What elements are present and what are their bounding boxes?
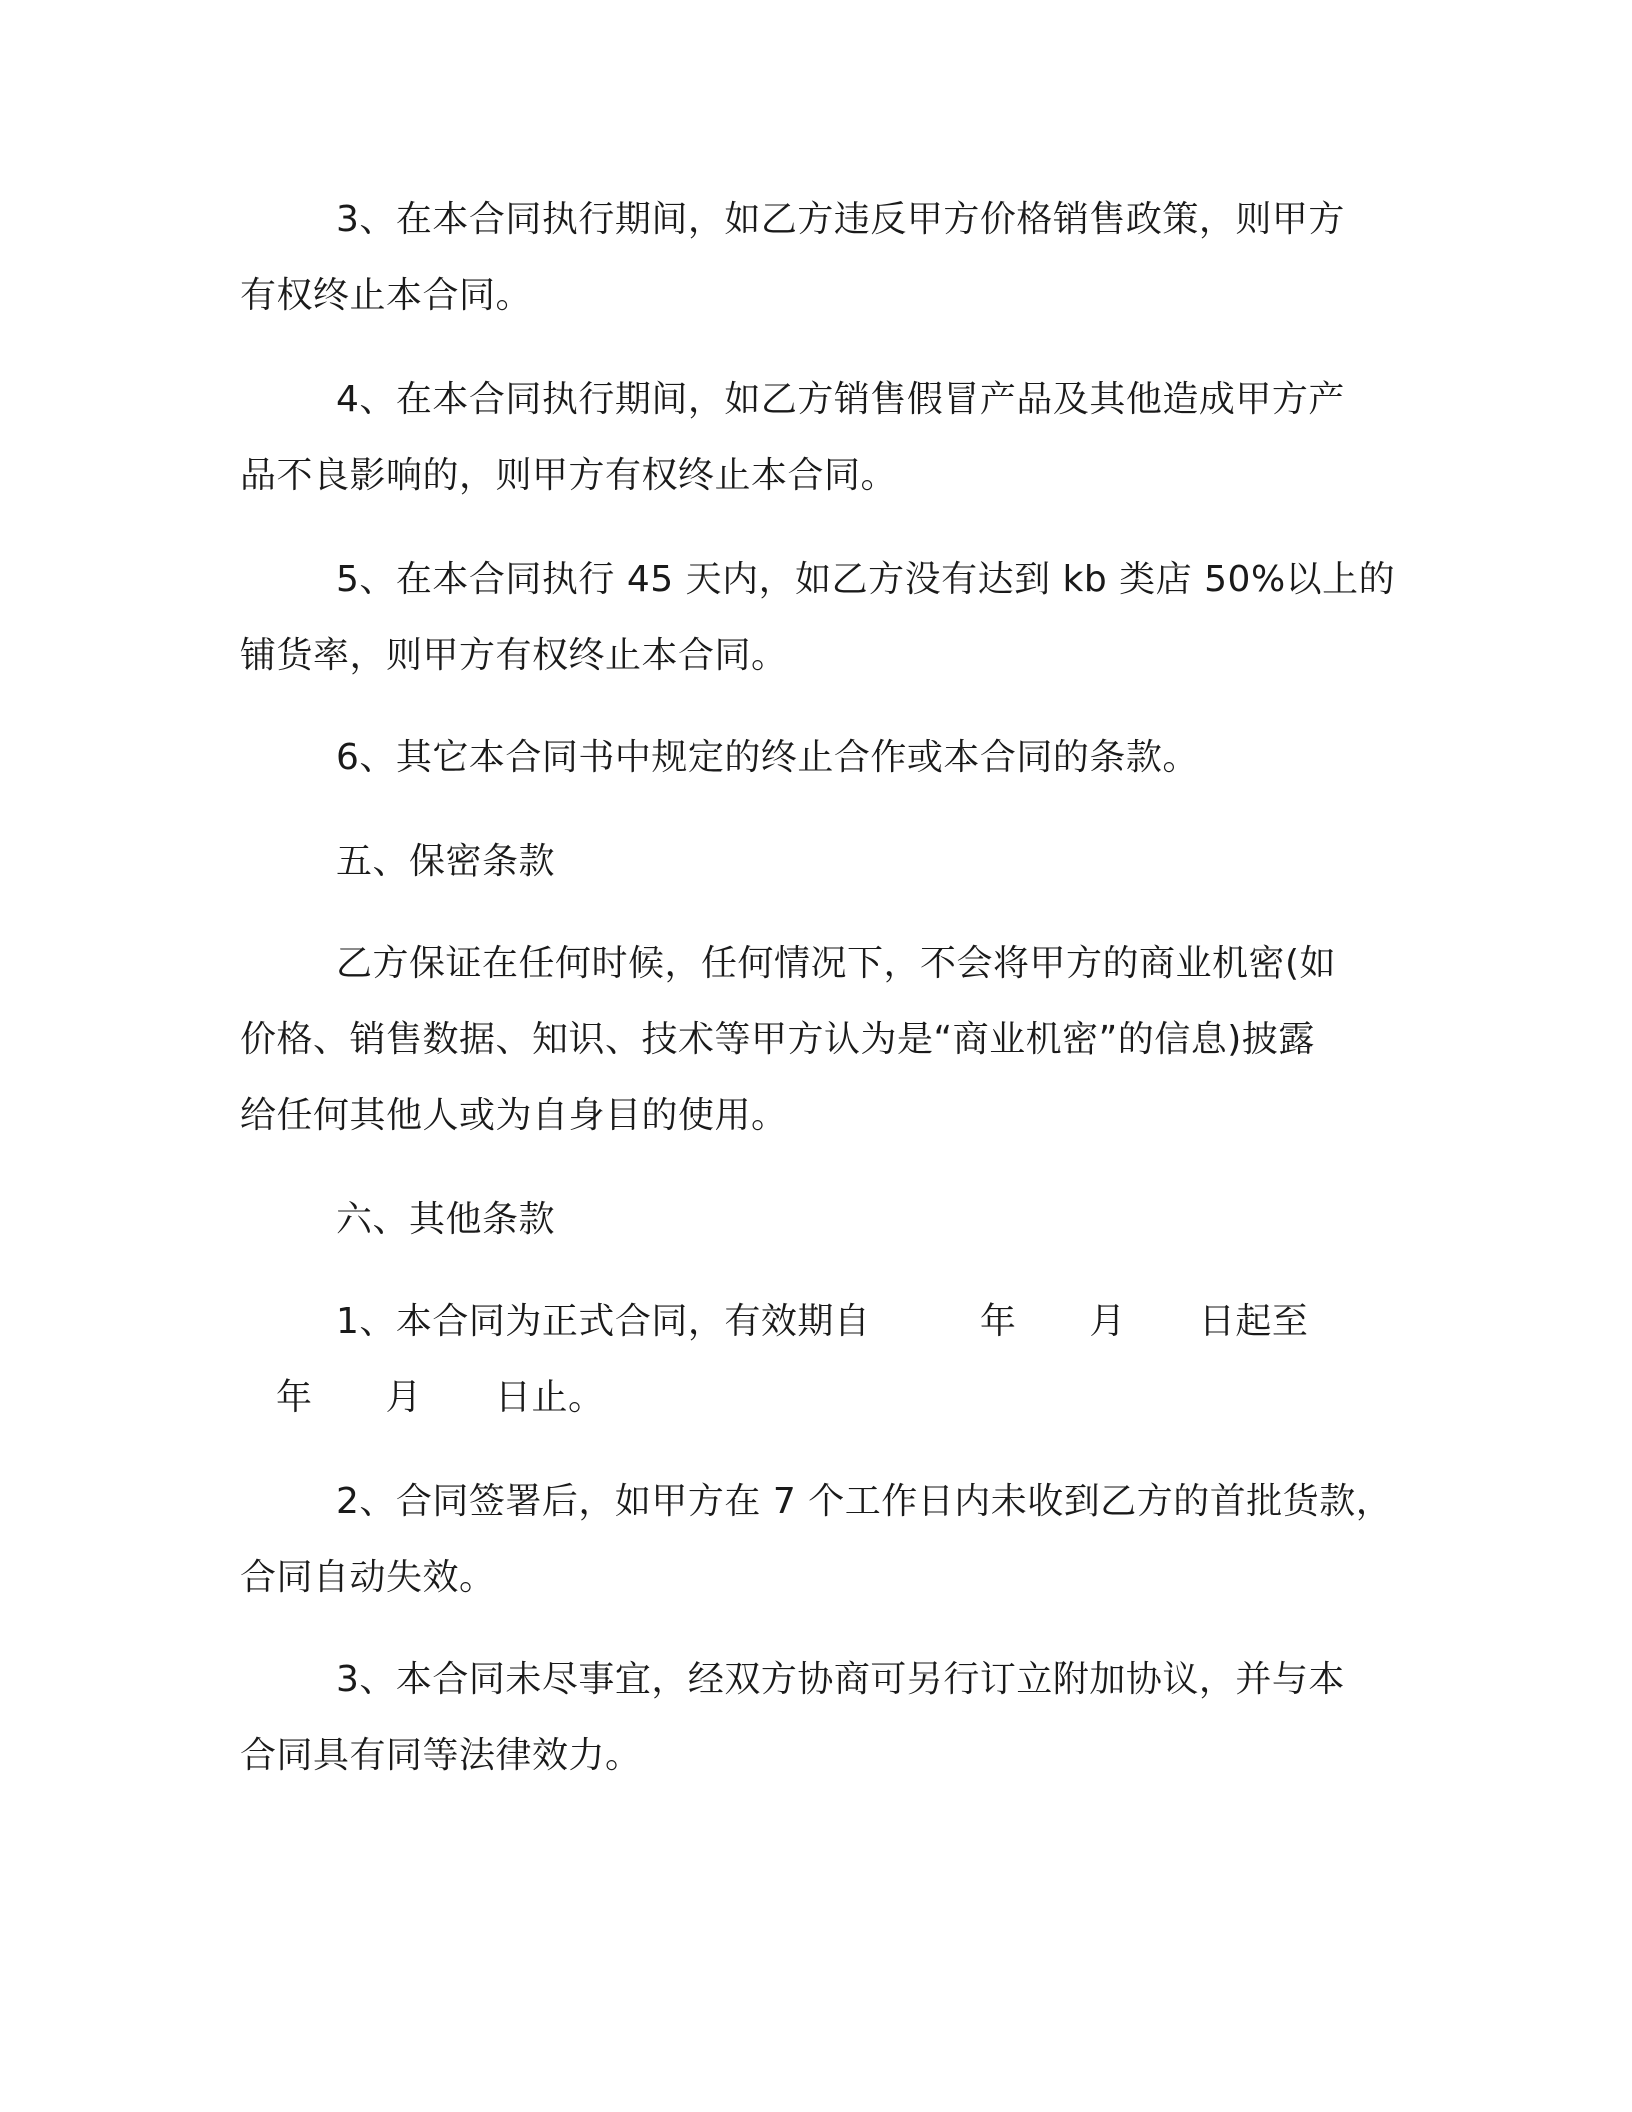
section-heading-confidentiality: 五、保密条款 — [336, 841, 556, 882]
other-clause-2-line-2: 合同自动失效。 — [240, 1557, 496, 1598]
other-clause-3-line-2: 合同具有同等法律效力。 — [240, 1735, 642, 1776]
clause-4-line-2: 品不良影响的，则甲方有权终止本合同。 — [240, 455, 898, 496]
confidentiality-line-1: 乙方保证在任何时候，任何情况下，不会将甲方的商业机密(如 — [336, 943, 1337, 984]
confidentiality-line-2: 价格、销售数据、知识、技术等甲方认为是“商业机密”的信息)披露 — [240, 1019, 1315, 1060]
clause-5-line-2: 铺货率，则甲方有权终止本合同。 — [240, 635, 788, 676]
confidentiality-line-3: 给任何其他人或为自身目的使用。 — [240, 1095, 788, 1136]
clause-3-line-1: 3、在本合同执行期间，如乙方违反甲方价格销售政策，则甲方 — [336, 199, 1345, 240]
section-heading-other-terms: 六、其他条款 — [336, 1199, 556, 1240]
clause-3-line-2: 有权终止本合同。 — [240, 275, 533, 316]
clause-6-line-1: 6、其它本合同书中规定的终止合作或本合同的条款。 — [336, 737, 1199, 778]
other-clause-1-line-2: 年 月 日止。 — [276, 1377, 605, 1418]
clause-5-line-1: 5、在本合同执行 45 天内，如乙方没有达到 kb 类店 50%以上的 — [336, 559, 1396, 600]
other-clause-1-line-1: 1、本合同为正式合同，有效期自 年 月 日起至 — [336, 1301, 1309, 1342]
other-clause-2-line-1: 2、合同签署后，如甲方在 7 个工作日内未收到乙方的首批货款， — [336, 1481, 1393, 1522]
clause-4-line-1: 4、在本合同执行期间，如乙方销售假冒产品及其他造成甲方产 — [336, 379, 1345, 420]
other-clause-3-line-1: 3、本合同未尽事宜，经双方协商可另行订立附加协议，并与本 — [336, 1659, 1345, 1700]
